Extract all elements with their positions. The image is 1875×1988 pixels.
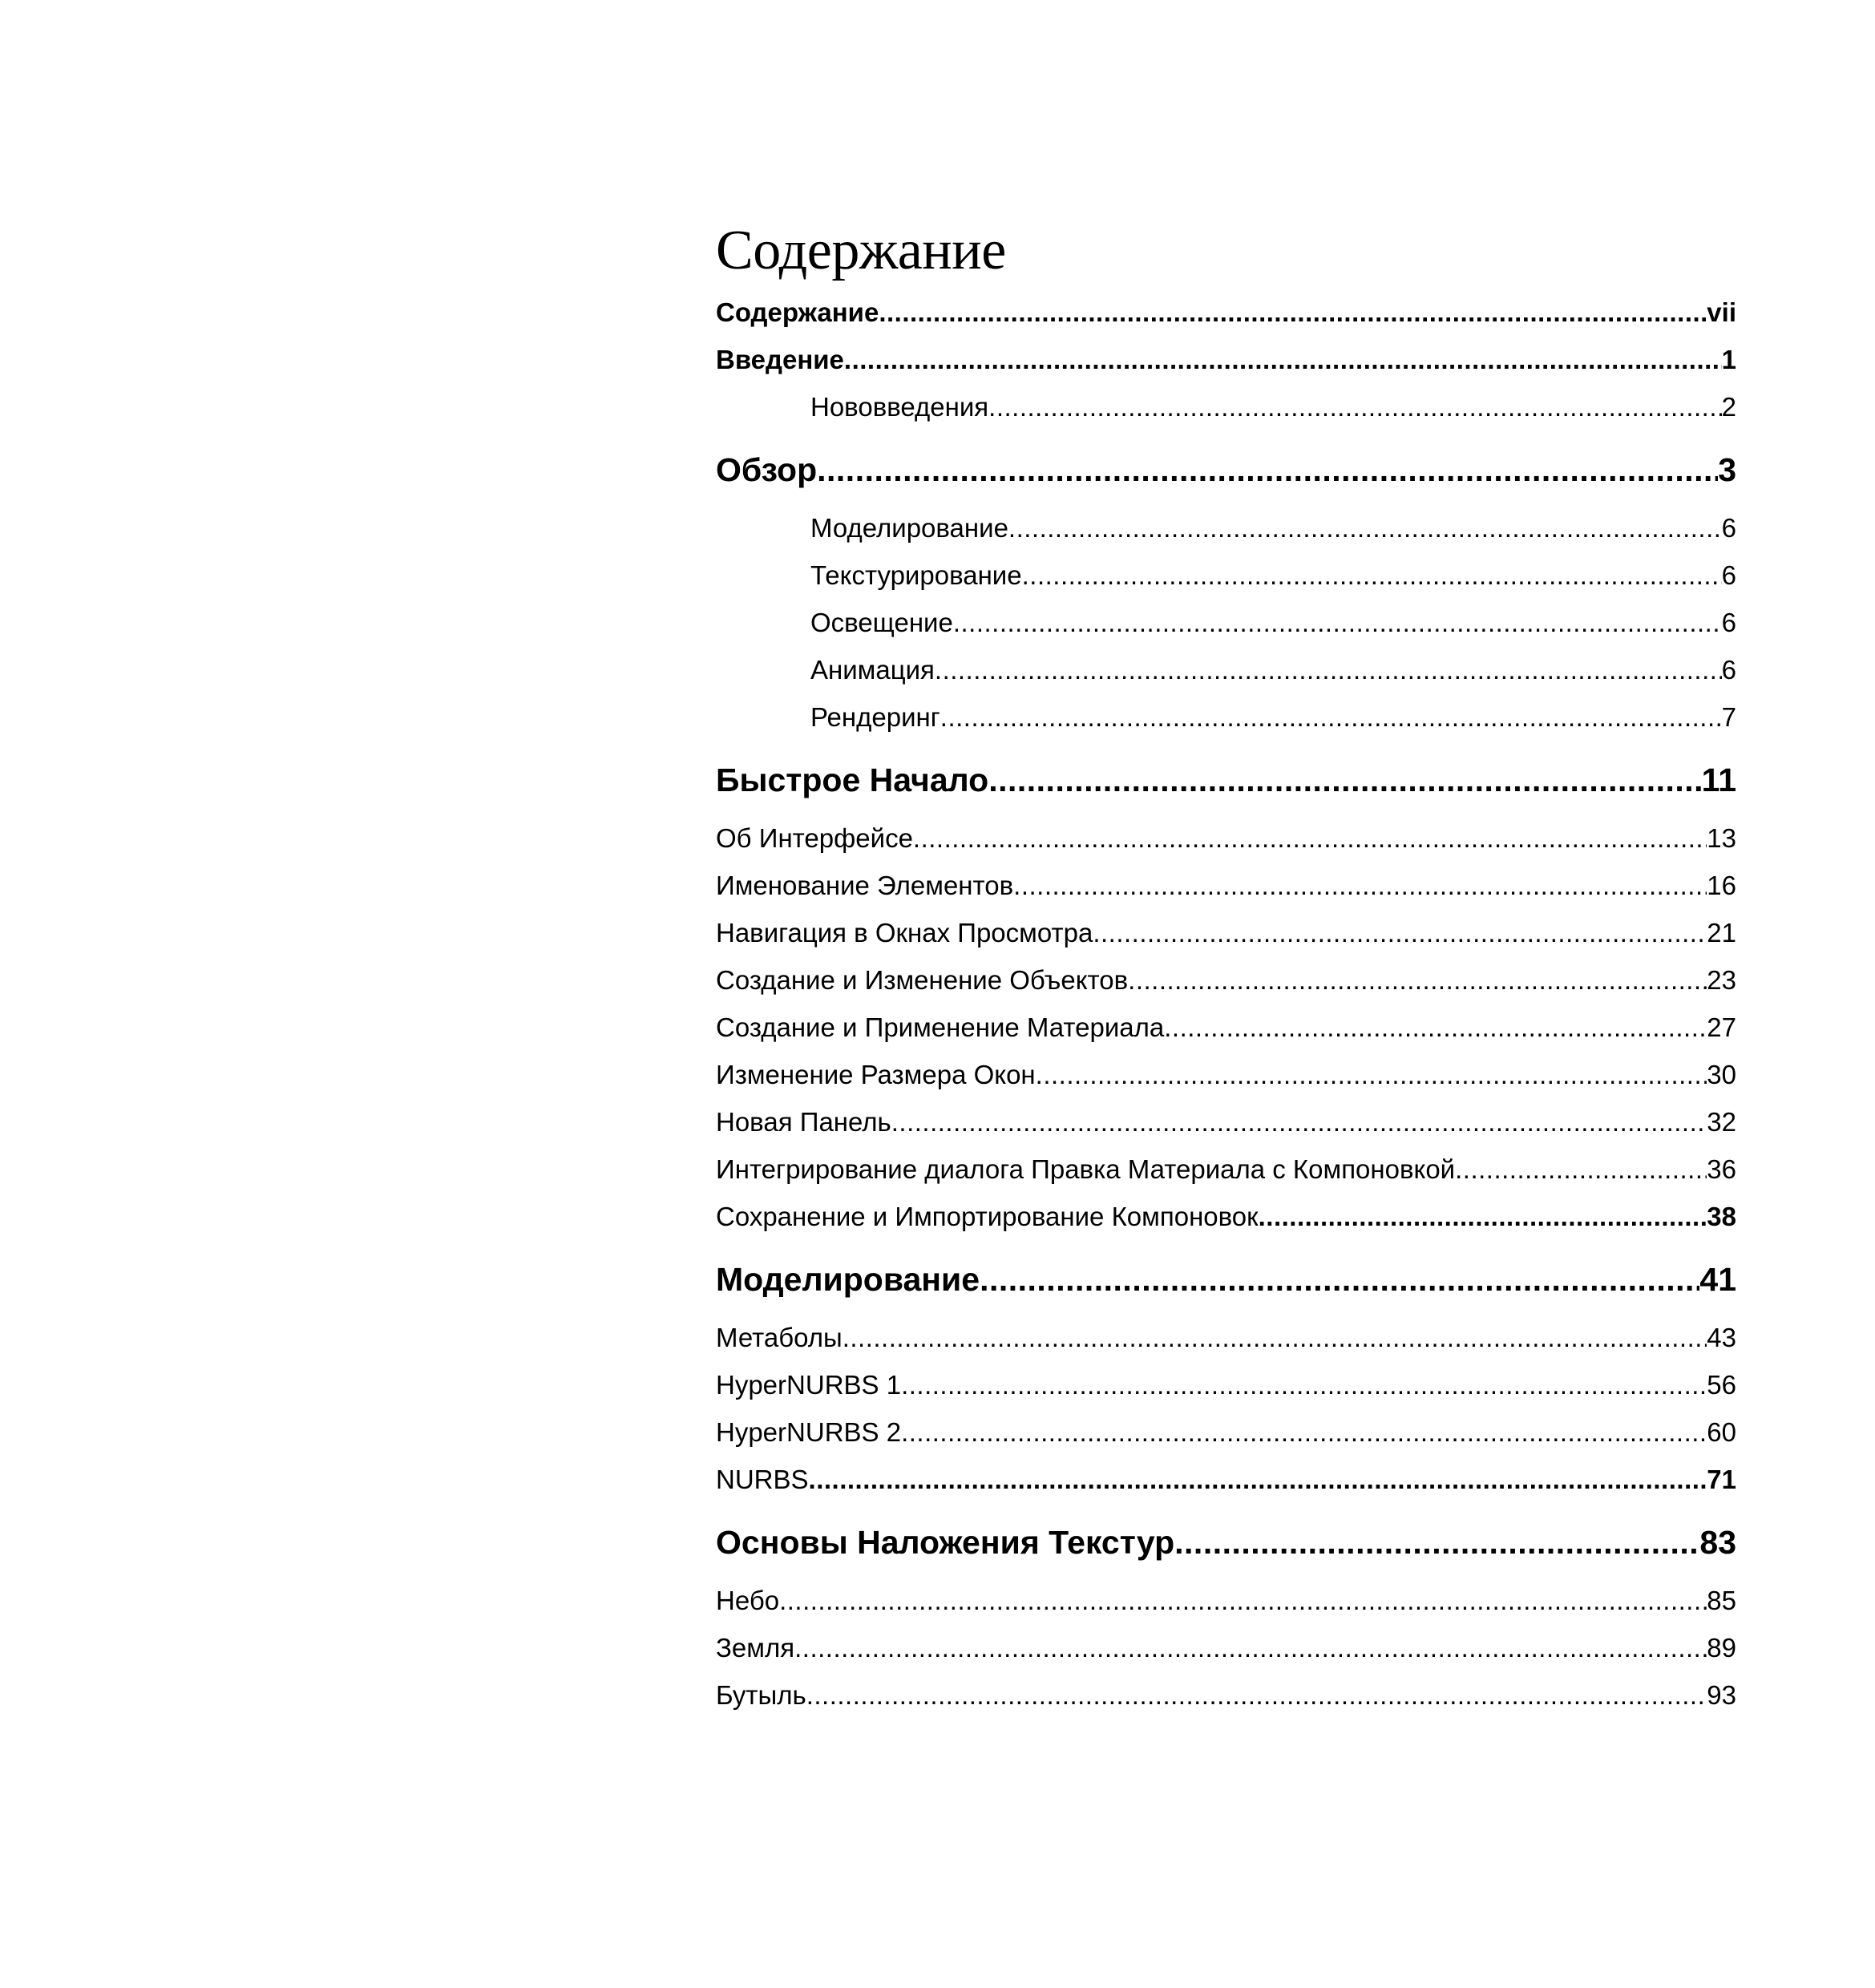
page-title: Содержание: [716, 220, 1006, 281]
toc-entry[interactable]: [716, 1146, 1736, 1193]
toc-entry-title: Содержание: [716, 289, 879, 336]
toc-entry-title: Основы Наложения Текстур: [716, 1517, 1174, 1567]
toc-entry[interactable]: [716, 1314, 1736, 1361]
toc-entry-title: HyperNURBS 2: [716, 1408, 901, 1456]
toc-entry[interactable]: [716, 552, 1736, 599]
toc-dot-leader: [1022, 552, 1722, 599]
toc-entry[interactable]: [716, 956, 1736, 1004]
toc-entry[interactable]: [716, 1098, 1736, 1146]
toc-entry-title: Введение: [716, 336, 844, 383]
toc-chapter[interactable]: [716, 1255, 1736, 1304]
toc-dot-leader: [988, 755, 1701, 805]
toc-dot-leader: [879, 289, 1707, 336]
toc-entry-page: 30: [1707, 1051, 1736, 1098]
toc-entry[interactable]: [716, 1577, 1736, 1624]
toc-dot-leader: [980, 1255, 1699, 1304]
toc-entry-page: 27: [1707, 1004, 1736, 1051]
toc-dot-leader: [817, 445, 1718, 495]
toc-dot-leader: [901, 1361, 1707, 1408]
toc-entry-page: 6: [1722, 599, 1736, 646]
toc-entry-page: 3: [1718, 445, 1736, 495]
toc-entry-page: 56: [1707, 1361, 1736, 1408]
toc-dot-leader: [1164, 1004, 1707, 1051]
toc-entry-page: 7: [1722, 693, 1736, 741]
toc-entry[interactable]: [716, 504, 1736, 552]
toc-entry-title: Текстурирование: [810, 552, 1022, 599]
toc-dot-leader: [1036, 1051, 1707, 1098]
toc-entry[interactable]: [716, 336, 1736, 383]
toc-entry-title: Создание и Применение Материала: [716, 1004, 1164, 1051]
toc-entry-page: 85: [1707, 1577, 1736, 1624]
toc-entry[interactable]: [716, 1051, 1736, 1098]
toc-entry[interactable]: [716, 1671, 1736, 1719]
toc-entry-title: HyperNURBS 1: [716, 1361, 901, 1408]
toc-entry-page: 36: [1707, 1146, 1736, 1193]
toc-dot-leader: [1008, 504, 1722, 552]
toc-entry[interactable]: [716, 599, 1736, 646]
toc-entry-title: NURBS: [716, 1456, 809, 1503]
toc-entry-page: 83: [1699, 1517, 1736, 1567]
toc-entry[interactable]: [716, 383, 1736, 430]
toc-entry[interactable]: [716, 1193, 1736, 1240]
toc-dot-leader: [809, 1456, 1707, 1503]
toc-entry-title: Именование Элементов: [716, 862, 1013, 909]
toc-entry-page: 2: [1722, 383, 1736, 430]
toc-entry-page: 41: [1699, 1255, 1736, 1304]
toc-dot-leader: [1174, 1517, 1699, 1567]
toc-entry[interactable]: [716, 646, 1736, 693]
toc-dot-leader: [953, 599, 1722, 646]
toc-entry-page: 13: [1707, 814, 1736, 862]
toc-entry-page: 11: [1702, 755, 1736, 805]
toc-dot-leader: [779, 1577, 1707, 1624]
toc-entry-page: 1: [1722, 336, 1736, 383]
toc-dot-leader: [891, 1098, 1707, 1146]
toc-entry-page: 89: [1707, 1624, 1736, 1671]
toc-entry[interactable]: [716, 1456, 1736, 1503]
toc-dot-leader: [1128, 956, 1707, 1004]
toc-entry-title: Освещение: [810, 599, 953, 646]
toc-entry-title: Нововведения: [810, 383, 988, 430]
toc-entry-page: 71: [1707, 1456, 1736, 1503]
toc-entry-title: Новая Панель: [716, 1098, 891, 1146]
toc-entry[interactable]: [716, 693, 1736, 741]
toc-chapter[interactable]: [716, 755, 1736, 805]
toc-entry-page: vii: [1707, 289, 1736, 336]
toc-entry[interactable]: [716, 1361, 1736, 1408]
toc-dot-leader: [988, 383, 1721, 430]
toc-dot-leader: [940, 693, 1722, 741]
toc-dot-leader: [913, 814, 1707, 862]
toc-dot-leader: [843, 1314, 1707, 1361]
toc-entry[interactable]: [716, 1624, 1736, 1671]
toc-dot-leader: [806, 1671, 1707, 1719]
toc-dot-leader: [794, 1624, 1707, 1671]
toc-entry-title: Небо: [716, 1577, 779, 1624]
toc-chapter[interactable]: [716, 445, 1736, 495]
toc-entry-title: Метаболы: [716, 1314, 843, 1361]
toc-entry-title: Интегрирование диалога Правка Материала с Компоновкой: [716, 1146, 1455, 1193]
toc-entry[interactable]: [716, 909, 1736, 956]
toc-entry[interactable]: [716, 814, 1736, 862]
table-of-contents: [716, 289, 1736, 1719]
toc-chapter[interactable]: [716, 1517, 1736, 1567]
toc-entry-page: 23: [1707, 956, 1736, 1004]
toc-dot-leader: [844, 336, 1722, 383]
toc-entry-title: Изменение Размера Окон: [716, 1051, 1036, 1098]
toc-entry-page: 32: [1707, 1098, 1736, 1146]
toc-entry-page: 6: [1722, 504, 1736, 552]
toc-entry[interactable]: [716, 1004, 1736, 1051]
toc-entry-page: 6: [1722, 552, 1736, 599]
toc-entry-page: 93: [1707, 1671, 1736, 1719]
toc-entry-title: Навигация в Окнах Просмотра: [716, 909, 1093, 956]
toc-dot-leader: [1455, 1146, 1707, 1193]
toc-entry-title: Моделирование: [810, 504, 1008, 552]
toc-entry-page: 38: [1707, 1193, 1736, 1240]
toc-entry-title: Бутыль: [716, 1671, 806, 1719]
toc-entry-page: 6: [1722, 646, 1736, 693]
toc-entry-title: Рендеринг: [810, 693, 940, 741]
toc-dot-leader: [901, 1408, 1707, 1456]
toc-dot-leader: [1013, 862, 1707, 909]
toc-entry[interactable]: [716, 1408, 1736, 1456]
toc-entry-title: Обзор: [716, 445, 817, 495]
toc-entry-title: Анимация: [810, 646, 935, 693]
toc-dot-leader: [1093, 909, 1707, 956]
toc-entry-title: Земля: [716, 1624, 794, 1671]
toc-entry-title: Быстрое Начало: [716, 755, 988, 805]
toc-dot-leader: [1259, 1193, 1707, 1240]
toc-entry-title: Создание и Изменение Объектов: [716, 956, 1128, 1004]
toc-entry[interactable]: [716, 862, 1736, 909]
toc-entry-page: 60: [1707, 1408, 1736, 1456]
toc-entry-title: Сохранение и Импортирование Компоновок: [716, 1193, 1259, 1240]
toc-entry-page: 16: [1707, 862, 1736, 909]
toc-entry-title: Моделирование: [716, 1255, 980, 1304]
toc-entry-title: Об Интерфейсе: [716, 814, 913, 862]
toc-dot-leader: [935, 646, 1722, 693]
toc-entry-page: 21: [1707, 909, 1736, 956]
toc-entry[interactable]: [716, 289, 1736, 336]
toc-entry-page: 43: [1707, 1314, 1736, 1361]
